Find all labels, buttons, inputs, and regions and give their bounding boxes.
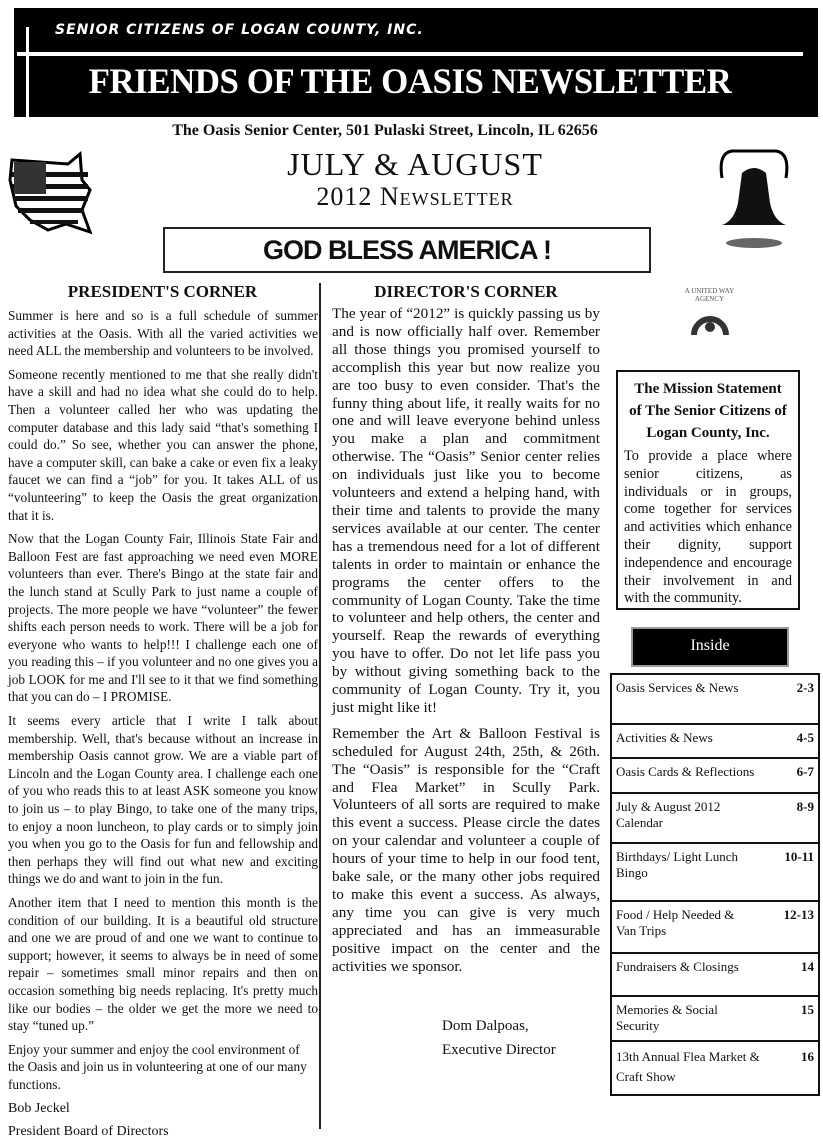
address: The Oasis Senior Center, 501 Pulaski Street, Lincoln, IL 62656 (172, 122, 598, 139)
banner-god-bless-america: GOD BLESS AMERICA ! (163, 227, 651, 273)
liberty-bell-icon (712, 143, 796, 253)
author-role: Executive Director (442, 1042, 556, 1058)
toc-row: Oasis Cards & Reflections 6-7 (612, 759, 818, 794)
toc-row: Oasis Services & News 2-3 (612, 675, 818, 725)
paragraph: Another item that I need to mention this month is the condition of our building. It is a beautiful old structure and one we are proud of and one we want to continue to support; however, it seems to always be in need of some repair – sometimes small minor repairs and then on occasion something big needs replacing. It's pretty much like our bodies – the older we get the more we need to stay “tuned up.” (8, 895, 318, 1034)
toc-row: Activities & News 4-5 (612, 725, 818, 759)
newsletter-title: FRIENDS OF THE OASIS NEWSLETTER (88, 61, 732, 101)
toc-row: Fundraisers & Closings 14 (612, 954, 818, 997)
mission-statement-box (616, 370, 800, 610)
author-role: President Board of Directors (8, 1124, 169, 1140)
author-name: Dom Dalpoas, (442, 1018, 529, 1034)
toc-row: 13th Annual Flea Market & Craft Show 16 (616, 1049, 814, 1084)
table-of-contents (610, 673, 820, 1096)
directors-corner-article (332, 305, 600, 984)
organization-name: SENIOR CITIZENS OF LOGAN COUNTY, INC. (55, 22, 424, 38)
director-signature (442, 1014, 556, 1062)
paragraph: Now that the Logan County Fair, Illinois State Fair and Balloon Fest are fast approaching we need even MORE volunteers than ever. There's Bingo at the state fair and the lunch stand at Scully Park to just name a couple of projects. The more people we have “volunteer” the fewer shifts each person needs to work. There will be a job for everyone who wants to help!!! I challenge each one of you reading this – if you volunteer and no one gives you a job LOOK for me and I'll see to it that we find something that you can do – I PROMISE. (8, 531, 318, 705)
paragraph: Enjoy your summer and enjoy the cool environment of the Oasis and join us in volunteering at one of our many functions. (8, 1041, 307, 1092)
divider (26, 27, 29, 117)
paragraph: Someone recently mentioned to me that she really didn't have a skill and had no idea what she could do to help. Then a volunteer called her who was updating the computer database and this lady said “that's something I could do.” So see, whether you can answer the phone, have a computer skill, can bake a cake or even fix a leaky faucet we can find a “job” for you. It takes ALL of us “volunteering” to keep the Oasis the great organization that it is. (8, 366, 318, 523)
toc-row: Food / Help Needed & Van Trips 12-13 (612, 902, 818, 954)
inside-heading: Inside (631, 627, 789, 667)
mission-title: The Mission Statement (634, 381, 782, 397)
paragraph: It seems every article that I write I talk about membership. Well, that's because without an increase in membership Oasis cannot grow. We are a viable part of Lincoln and the Logan County area. I challenge each one of you who reads this to at least ASK someone you know to join us – to play Bingo, to take one of the many trips, to enjoy a noon luncheon, to play cards or to simply join you when you go to the Oasis for fun and fellowship and then perhaps they will find out what new and exciting things we do and want to join in the fun. (8, 713, 318, 887)
column-divider (319, 283, 321, 1129)
paragraph: Remember the Art & Balloon Festival is scheduled for August 24th, 25th, & 26th. The “Oasis” is responsible for the “Craft and Flea Market” in Scully Park. Volunteers of all sorts are required to make this event a success. Please circle the dates on your calendar and volunteer a couple of hours of your time to help in our food tent, bake sale, or the many other jobs required to make this event a success. As always, any time you can give is very much appreciated and has an immeasurable positive impact on the center and the activities we sponsor. (332, 724, 600, 975)
toc-row: Memories & Social Security 15 (612, 997, 818, 1042)
presidents-corner-article (8, 307, 318, 1147)
united-way-icon (690, 303, 730, 339)
toc-row: Birthdays/ Light Lunch Bingo 10-11 (612, 844, 818, 902)
mission-subtitle: of The Senior Citizens of Logan County, Inc. (629, 403, 787, 441)
us-flag-map-icon (8, 150, 96, 242)
presidents-corner-heading: PRESIDENT'S CORNER (67, 282, 258, 301)
toc-row: July & August 2012 Calendar 8-9 (612, 794, 818, 844)
divider (17, 52, 803, 56)
issue-year: 2012 Newsletter (316, 182, 514, 211)
paragraph: Summer is here and so is a full schedule of summer activities at the Oasis. With all the varied activities we need ALL the membership and volunteers to be involved. (8, 308, 318, 359)
directors-corner-heading: DIRECTOR'S CORNER (374, 282, 558, 301)
mission-text: To provide a place where senior citizens, as individuals or in groups, come together for services and activities which enhance their dignity, support independence and encourage their involvement in and with the community. (624, 448, 792, 607)
united-way-logo: A UNITED WAY AGENCY (672, 287, 747, 344)
paragraph: The year of “2012” is quickly passing us by and is now officially half over. Remember all those things you promised yourself to accomplish this year but now realize you are too busy to even consider. That's the funny thing about life, it really waits for no one and will leave everyone behind unless you make a plan and commitment otherwise. The “Oasis” Senior center relies on individuals just like you to become volunteers and extend a helping hand, with their time and talents to provide the many services available at our center. The center has a tremendous need for a lot of different talents in order to maintain or enhance the programs the center offers to the community of Logan County. Take the time to volunteer and help others, the center and yourself. Reap the rewards of everything you have to offer. Do not let life pass you by without giving something back to the community of Logan County. Try it, you just might like it! (332, 305, 600, 716)
issue-month: JULY & AUGUST (287, 146, 543, 182)
author-name: Bob Jeckel (8, 1100, 70, 1116)
